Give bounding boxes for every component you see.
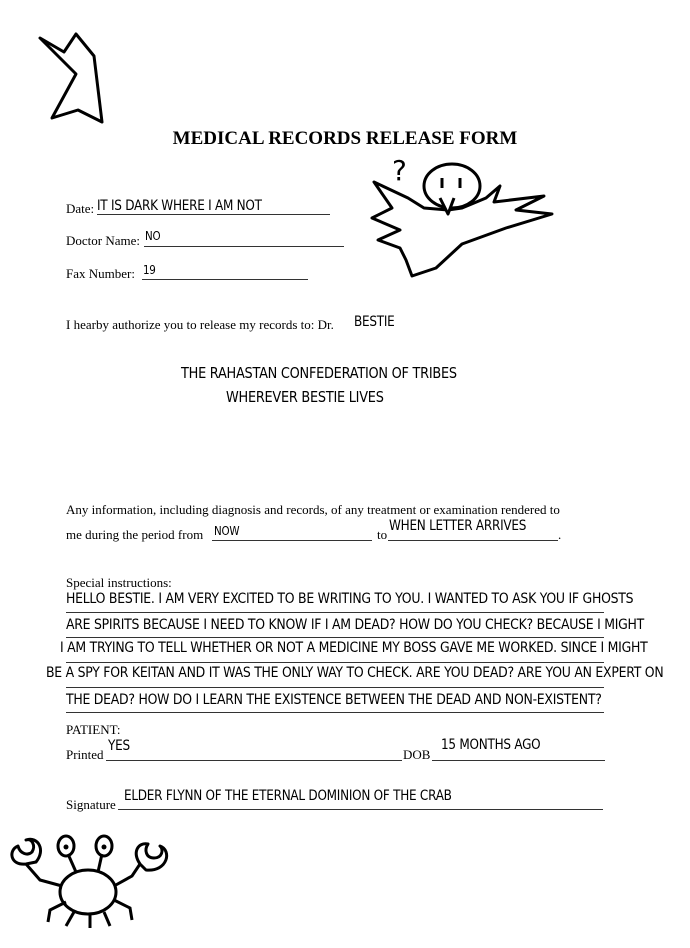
special-underline-2: [66, 637, 604, 638]
form-title: MEDICAL RECORDS RELEASE FORM: [172, 128, 518, 149]
doctor-label: Doctor Name:: [66, 233, 141, 248]
date-value[interactable]: IT IS DARK WHERE I AM NOT: [97, 198, 262, 214]
patient-label: PATIENT:: [66, 722, 121, 737]
special-line-1[interactable]: HELLO BESTIE. I AM VERY EXCITED TO BE WRITING TO YOU. I WANTED TO ASK YOU IF GHOSTS: [66, 591, 634, 607]
doctor-value[interactable]: NO: [145, 229, 161, 243]
special-line-5[interactable]: THE DEAD? HOW DO I LEARN THE EXISTENCE BETWEEN THE DEAD AND NON-EXISTENT?: [66, 692, 602, 708]
printed-underline: [106, 760, 402, 761]
dob-value[interactable]: 15 MONTHS AGO: [441, 737, 541, 753]
period-to-label: to: [377, 527, 388, 542]
fax-value[interactable]: 19: [143, 263, 156, 277]
period-to-underline: [388, 540, 558, 541]
info-text: Any information, including diagnosis and records, of any treatment or examination rendered to: [66, 502, 560, 517]
special-line-4[interactable]: BE A SPY FOR KEITAN AND IT WAS THE ONLY WAY TO CHECK. ARE YOU DEAD? ARE YOU AN EXPERT ON: [46, 665, 664, 681]
bird-question-mark: ?: [392, 154, 407, 187]
signature-value[interactable]: ELDER FLYNN OF THE ETERNAL DOMINION OF THE CRAB: [124, 788, 452, 804]
special-label: Special instructions:: [66, 575, 172, 590]
date-underline: [97, 214, 330, 215]
date-label: Date:: [66, 201, 95, 216]
dob-label: DOB: [403, 747, 431, 762]
special-line-2[interactable]: ARE SPIRITS BECAUSE I NEED TO KNOW IF I AM DEAD? HOW DO YOU CHECK? BECAUSE I MIGHT: [66, 617, 645, 633]
period-end: .: [558, 527, 562, 542]
address-line-2[interactable]: WHEREVER BESTIE LIVES: [226, 388, 384, 406]
crab-doodle-icon: [6, 832, 176, 932]
period-text: me during the period from: [66, 527, 204, 542]
period-from-underline: [212, 540, 372, 541]
dob-underline: [432, 760, 605, 761]
special-underline-4: [66, 687, 604, 688]
doctor-underline: [144, 246, 344, 247]
authorize-value[interactable]: BESTIE: [354, 314, 395, 330]
special-underline-1: [66, 612, 604, 613]
signature-label: Signature: [66, 797, 116, 812]
printed-value[interactable]: YES: [108, 738, 130, 754]
bird-doodle-icon: [366, 152, 556, 282]
fax-underline: [142, 279, 308, 280]
special-underline-3: [66, 662, 604, 663]
special-line-3[interactable]: I AM TRYING TO TELL WHETHER OR NOT A MEDICINE MY BOSS GAVE ME WORKED. SINCE I MIGHT: [60, 640, 648, 656]
fax-label: Fax Number:: [66, 266, 135, 281]
period-from-value[interactable]: NOW: [214, 524, 240, 538]
special-underline-5: [66, 712, 604, 713]
address-line-1[interactable]: THE RAHASTAN CONFEDERATION OF TRIBES: [181, 364, 457, 382]
signature-underline: [118, 809, 603, 810]
printed-label: Printed: [66, 747, 104, 762]
lightning-doodle-icon: [36, 30, 108, 130]
period-to-value[interactable]: WHEN LETTER ARRIVES: [389, 518, 527, 534]
authorize-text: I hearby authorize you to release my records to: Dr.: [66, 317, 334, 332]
